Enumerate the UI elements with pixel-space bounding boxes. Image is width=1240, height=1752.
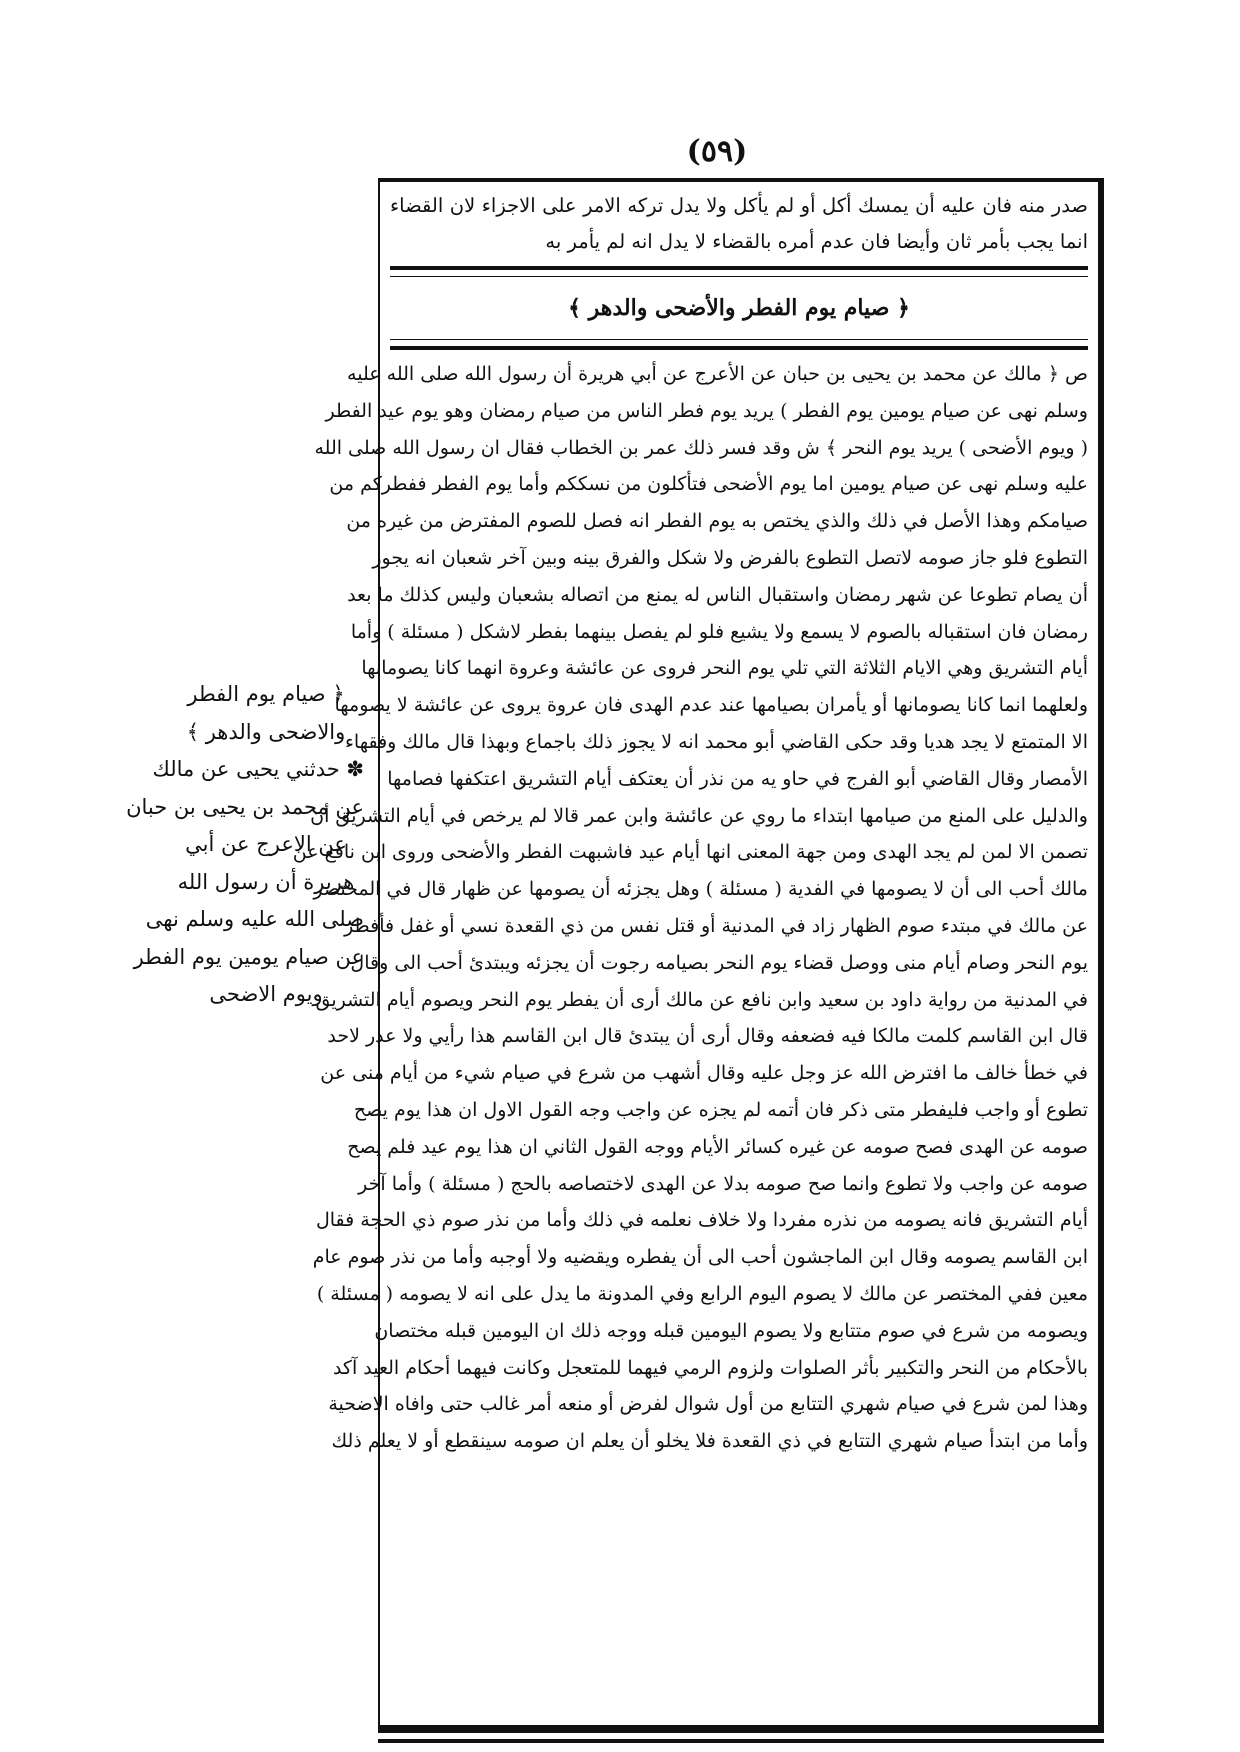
margin-note-line: صلى الله عليه وسلم نهى <box>145 907 364 931</box>
text-line: عليه وسلم نهى عن صيام يومين اما يوم الأضحى فتأكلون من نسككم وأما يوم الفطر ففطركم من <box>329 473 1088 496</box>
section-heading: ﴿ صيام يوم الفطر والأضحى والدهر ﴾ <box>568 295 910 321</box>
main-text-frame <box>292 178 1104 1733</box>
text-line: وأما من ابتدأ صيام شهري التتابع في ذي القعدة فلا يخلو أن يعلم ان صومه سينقطع أو لا يعلم ذلك <box>331 1430 1088 1453</box>
margin-note <box>126 676 364 1014</box>
text-line: صومه عن واجب ولا تطوع وانما صح صومه بدلا عن الهدى لاختصاصه بالحج ( مسئلة ) وأما آخر <box>358 1172 1088 1195</box>
margin-note-line: ﴿ صيام يوم الفطر <box>187 682 345 706</box>
margin-note-line: ✽ حدثني يحيى عن مالك <box>152 757 364 781</box>
text-line: يوم النحر وصام أيام منى ووصل قضاء يوم النحر بصيامه رجوت أن يجزئه ويبتدئ أحب الى وقال <box>350 951 1088 974</box>
text-line: ( ويوم الأضحى ) يريد يوم النحر ﴾ ش وقد فسر ذلك عمر بن الخطاب فقال ان رسول الله صلى الله <box>314 436 1088 459</box>
text-line: التطوع فلو جاز صومه لاتصل التطوع بالفرض ولا شكل والفرق بينه وبين آخر شعبان انه يجوز <box>372 546 1088 569</box>
text-line: صومه عن الهدى فصح صومه عن غيره كسائر الأيام ووجه القول الثاني ان هذا يوم عيد فلم يصح <box>347 1135 1088 1158</box>
divider-rule-top <box>390 266 1088 277</box>
text-line: في المدنية من رواية داود بن سعيد وابن نافع عن مالك أرى أن يفطر يوم النحر ويصوم أيام التشريق <box>315 988 1088 1011</box>
text-line: في خطأ خالف ما افترض الله عز وجل عليه وقال أشهب من شرع في صيام شيء من أيام منى عن <box>320 1062 1088 1085</box>
text-line: وهذا لمن شرع في صيام شهري التتابع من أول شوال لفرض أو منعه أمر غالب حتى وافاه الاضحية <box>328 1393 1088 1416</box>
text-line: بالأحكام من النحر والتكبير بأثر الصلوات ولزوم الرمي فيهما للمتعجل وكانت فيهما أحكام العيد آكد <box>332 1356 1088 1379</box>
text-line: ويصومه من شرع في صوم متتابع ولا يصوم اليومين قبله ووجه ذلك ان اليومين قبله مختصان <box>374 1319 1088 1342</box>
margin-note-line: والاضحى والدهر ﴾ <box>186 719 346 744</box>
text-line: تصمن الا لمن لم يجد الهدى ومن جهة المعنى انها أيام عيد فاشبهت الفطر والأضحى وروى ابن نافع عن <box>292 841 1088 864</box>
margin-note-line: عن الاعرج عن أبي <box>185 832 347 856</box>
text-line: ص ﴿ مالك عن محمد بن يحيى بن حبان عن الأعرج عن أبي هريرة أن رسول الله صلى الله عليه <box>347 363 1088 385</box>
text-line: عن مالك في مبتدء صوم الظهار زاد في المدنية أو قتل نفس من ذي القعدة نسي أو غفل فأفطر <box>344 914 1088 937</box>
text-line: ولعلهما انما كانا يصومانها أو يأمران بصيامها عند عدم الهدى فان عروة يروى عن عائشة لا يصومها <box>334 694 1088 717</box>
commentary-body <box>292 356 1088 1460</box>
margin-note-line: عن صيام يومين يوم الفطر <box>133 944 364 969</box>
text-line: والدليل على المنع من صيامها ابتداء ما روي عن عائشة وابن عمر قالا لم يرخص في أيام التشريق أن <box>310 804 1088 827</box>
text-line: وسلم نهى عن صيام يومين يوم الفطر ) يريد يوم فطر الناس من صيام رمضان وهو يوم عيد الفطر <box>325 399 1088 422</box>
divider-rule-bottom <box>390 339 1088 350</box>
page-number: (٥٩) <box>686 134 748 169</box>
text-line: أن يصام تطوعا عن شهر رمضان واستقبال الناس له يمنع من اتصاله بشعبان وليس كذلك ما بعد <box>347 583 1088 606</box>
text-line: أيام التشريق فانه يصومه من نذره مفردا ولا خلاف نعلمه في ذلك وأما من نذر صوم ذي الحجة فقال <box>315 1209 1088 1232</box>
text-line: الأمصار وقال القاضي أبو الفرج في حاو يه من نذر أن يعتكف أيام التشريق اعتكفها فصامها <box>387 767 1088 790</box>
text-line: الا المتمتع لا يجد هديا وقد حكى القاضي أبو محمد انه لا يجوز ذلك باجماع وبهذا قال مالك وفقهاء <box>345 730 1088 753</box>
text-line: تطوع أو واجب فليفطر متى ذكر فان أتمه لم يجزه عن واجب وجه القول الاول ان هذا يوم يصح <box>353 1098 1088 1121</box>
text-line: أيام التشريق وهي الايام الثلاثة التي تلي يوم النحر فروى عن عائشة وعروة انهما كانا يصومانها <box>361 657 1088 680</box>
text-line: مالك أحب الى أن لا يصومها في الفدية ( مسئلة ) وهل يجزئه أن يصومها عن ظهار قال في المختصر <box>313 878 1088 901</box>
text-line: صيامكم وهذا الأصل في ذلك والذي يختص به يوم الفطر انه فصل للصوم المفترض من غيره من <box>346 510 1088 533</box>
margin-note-line: ويوم الاضحى <box>209 982 323 1006</box>
margin-note-line: هريرة أن رسول الله <box>177 869 355 894</box>
text-line: معين ففي المختصر عن مالك لا يصوم اليوم الرابع وفي المدونة ما يدل على انه لا يصومه ( مسئلة ) <box>316 1282 1088 1305</box>
text-line: قال ابن القاسم كلمت مالكا فيه فضعفه وقال أرى أن يبتدئ قال ابن القاسم هذا رأيي ولا عذر لاحد <box>327 1025 1088 1048</box>
intro-paragraph: صدر منه فان عليه أن يمسك أكل أو لم يأكل ولا يدل تركه الامر على الاجزاء لان القضاء انما يجب بأمر ثان وأيضا فان عدم أمره بالقضاء لا يدل انه لم يأمر به <box>390 194 1088 253</box>
text-line: رمضان فان استقباله بالصوم لا يسمع ولا يشيع فلو لم يفصل بينهما بفطر لاشكل ( مسئلة ) وأما <box>350 620 1088 643</box>
margin-note-line: عن محمد بن يحيى بن حبان <box>126 794 364 819</box>
text-line: ابن القاسم يصومه وقال ابن الماجشون أحب الى أن يفطره ويقضيه ولا أوجبه وأما من نذر صوم عام <box>312 1246 1088 1269</box>
